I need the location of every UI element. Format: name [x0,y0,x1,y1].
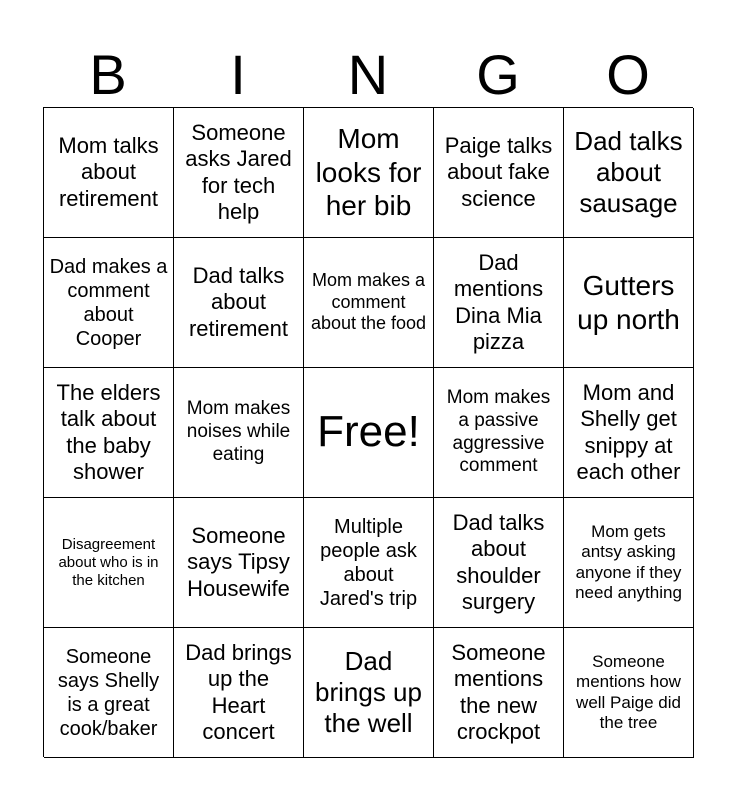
bingo-cell-r5c2[interactable] [174,628,304,758]
bingo-cell-r2c1[interactable] [44,238,174,368]
header-letter-b: B [89,43,127,106]
bingo-cell-r1c3[interactable] [304,108,434,238]
cell-text: Paige talks about fake science [444,132,553,211]
bingo-cell-r3c5[interactable] [564,368,694,498]
cell-text: Gutters up north [577,269,680,335]
bingo-header [43,43,693,106]
cell-text: Dad brings up the well [315,645,422,739]
bingo-cell-r4c5[interactable] [564,498,694,628]
bingo-cell-r1c1[interactable] [44,108,174,238]
cell-text: Dad mentions Dina Mia pizza [453,249,544,354]
bingo-cell-r3c2[interactable] [174,368,304,498]
bingo-cell-r4c3[interactable] [304,498,434,628]
cell-text: Disagreement about who is in the kitchen [58,535,159,589]
cell-text: Someone says Tipsy Housewife [187,522,290,601]
bingo-cell-r3c4[interactable] [434,368,564,498]
bingo-cell-r2c3[interactable] [304,238,434,368]
bingo-cell-r1c5[interactable] [564,108,694,238]
free-space-text: Free! [317,407,420,457]
bingo-cell-r5c4[interactable] [434,628,564,758]
bingo-cell-r5c3[interactable] [304,628,434,758]
bingo-cell-r4c1[interactable] [44,498,174,628]
cell-text: Someone asks Jared for tech help [185,119,292,224]
cell-text: Mom and Shelly get snippy at each other [576,379,681,484]
cell-text: Mom talks about retirement [58,132,159,211]
bingo-cell-r4c4[interactable] [434,498,564,628]
bingo-cell-r2c4[interactable] [434,238,564,368]
header-letter-g: G [476,43,520,106]
header-letter-o: O [606,43,650,106]
bingo-cell-r2c5[interactable] [564,238,694,368]
cell-text: Someone mentions how well Paige did the tree [576,651,681,732]
cell-text: Mom makes a comment about the food [310,270,427,334]
cell-text: Dad talks about shoulder surgery [452,509,545,614]
bingo-cell-r3c1[interactable] [44,368,174,498]
bingo-cell-r1c2[interactable] [174,108,304,238]
cell-text: Dad talks about sausage [574,125,683,219]
cell-text: Mom makes noises while eating [186,398,291,465]
bingo-cell-r5c1[interactable] [44,628,174,758]
cell-text: Dad brings up the Heart concert [185,639,292,744]
cell-text: The elders talk about the baby shower [56,379,161,484]
bingo-board [43,107,693,757]
cell-text: Mom gets antsy asking anyone if they need anything [575,521,682,602]
header-letter-n: N [347,43,389,106]
cell-text: Someone says Shelly is a great cook/baker [57,645,160,740]
cell-text: Mom makes a passive aggressive comment [446,386,551,477]
bingo-cell-r5c5[interactable] [564,628,694,758]
header-letter-i: I [230,43,246,106]
cell-text: Dad makes a comment about Cooper [49,255,168,350]
bingo-cell-r2c2[interactable] [174,238,304,368]
bingo-cell-free[interactable] [304,368,434,498]
cell-text: Mom looks for her bib [315,123,422,222]
cell-text: Multiple people ask about Jared's trip [319,515,418,610]
bingo-cell-r1c4[interactable] [434,108,564,238]
cell-text: Dad talks about retirement [188,262,289,341]
cell-text: Someone mentions the new crockpot [451,639,546,744]
bingo-cell-r4c2[interactable] [174,498,304,628]
